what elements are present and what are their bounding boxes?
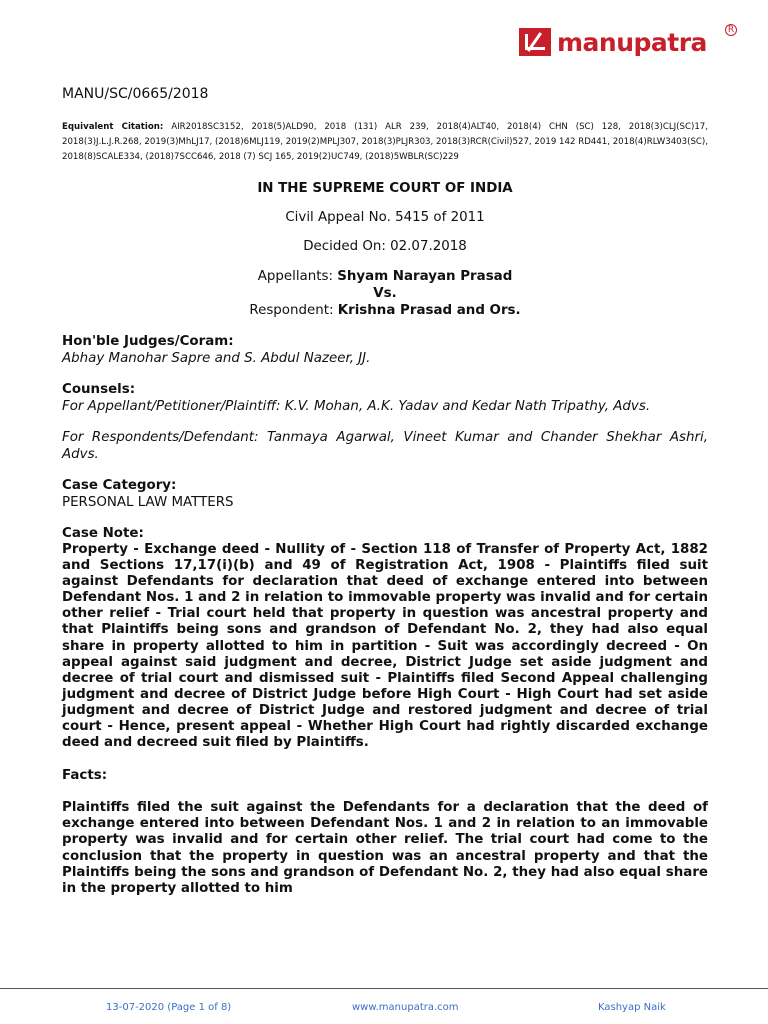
counsels-title: Counsels: bbox=[62, 382, 136, 397]
counsel-appellant bbox=[62, 398, 708, 415]
facts-text: Plaintiffs filed the suit against the Defendants for a declaration that the deed of exchange entered into between Defendant Nos. 1 and 2 in relation to an immovable property was invalid and for certain other relief. The trial court had come to the conclusion that the property in question was an ancestral property and that the Plaintiffs being the sons and grandson of Defendant No. 2, they had also equal share in the property allotted to him bbox=[62, 800, 708, 896]
parties bbox=[62, 268, 708, 319]
document-body bbox=[62, 86, 708, 897]
facts-title: Facts: bbox=[62, 768, 108, 784]
appeal-number: Civil Appeal No. 5415 of 2011 bbox=[285, 210, 485, 225]
equivalent-citation bbox=[62, 120, 708, 165]
registered-mark-icon: R bbox=[725, 24, 737, 36]
decided-date: Decided On: 02.07.2018 bbox=[303, 239, 467, 254]
manupatra-logo-icon bbox=[519, 28, 551, 56]
category-value: PERSONAL LAW MATTERS bbox=[62, 495, 234, 510]
appellants-label: Appellants: bbox=[257, 269, 333, 284]
manu-id: MANU/SC/0665/2018 bbox=[62, 86, 209, 102]
counsel-respondent-block bbox=[62, 429, 708, 463]
category-title: Case Category: bbox=[62, 478, 177, 493]
judges-section bbox=[62, 333, 708, 367]
footer-divider bbox=[0, 988, 768, 989]
counsel-respondent-label: For Respondents/Defendant: bbox=[62, 430, 259, 445]
counsel-appellant-names: K.V. Mohan, A.K. Yadav and Kedar Nath Tripathy, Advs. bbox=[284, 399, 651, 414]
respondent-line bbox=[62, 302, 708, 319]
judges-title: Hon'ble Judges/Coram: bbox=[62, 334, 234, 349]
respondent-label: Respondent: bbox=[249, 303, 334, 318]
manupatra-logo bbox=[519, 24, 739, 60]
equivalent-citation-label: Equivalent Citation: bbox=[62, 122, 164, 132]
case-note-text: Property - Exchange deed - Nullity of - Section 118 of Transfer of Property Act, 1882 and Sections 17,17(i)(b) and 49 of Registration Act, 1908 - Plaintiffs filed suit against Defendants for declaration that deed of exchange entered into between Defendant Nos. 1 and 2 in relation to immovable property was invalid and for certain other relief - Trial court held that property in question was ancestral property and that Plaintiffs being sons and grandson of Defendant No. 2, they had also equal share in property allotted to him in partition - Suit was accordingly decreed - On appeal against said judgment and decree, District Judge set aside judgment and decree of trial court and dismissed suit - Plaintiffs filed Second Appeal challenging judgment and decree of District Judge before High Court - High Court had set aside judgment and decree of District Judge and restored judgment and decree of trial court - Hence, present appeal - Whether High Court had rightly discarded exchange deed and decreed suit filed by Plaintiffs. bbox=[62, 542, 708, 751]
logo-text: manupatra bbox=[557, 27, 707, 57]
counsel-respondent-names: Tanmaya Agarwal, Vineet Kumar and Chander Shekhar Ashri, Advs. bbox=[62, 430, 708, 462]
case-note-title: Case Note: bbox=[62, 526, 144, 541]
category-section bbox=[62, 477, 708, 511]
footer-user: Kashyap Naik bbox=[598, 1002, 666, 1013]
case-note-section bbox=[62, 525, 708, 751]
facts-title-block bbox=[62, 767, 708, 784]
counsel-respondent bbox=[62, 429, 708, 463]
appellants-line bbox=[62, 268, 708, 285]
equivalent-citation-text: AIR2018SC3152, 2018(5)ALD90, 2018 (131) ALR 239, 2018(4)ALT40, 2018(4) CHN (SC) 128, 2018(3)CLJ(SC)17, 2018(3)J.L.J.R.268, 2019(3)MhLJ17, (2018)6MLJ119, 2019(2)MPLJ307, 2018(3)PLJR303, 2018(3)RCR(Civil)527, 2019 142 RD441, 2018(4)RLW3403(SC), 2018(8)SCALE334, (2018)7SCC646, 2018 (7) SCJ 165, 2019(2)UC749, (2018)5WBLR(SC)229 bbox=[62, 122, 709, 162]
respondent-name: Krishna Prasad and Ors. bbox=[337, 303, 521, 318]
counsels-section bbox=[62, 381, 708, 415]
versus: Vs. bbox=[373, 286, 397, 301]
judges-names: Abhay Manohar Sapre and S. Abdul Nazeer, JJ. bbox=[62, 351, 371, 366]
counsel-appellant-label: For Appellant/Petitioner/Plaintiff: bbox=[62, 399, 281, 414]
appellants-name: Shyam Narayan Prasad bbox=[337, 269, 513, 284]
footer-site-link[interactable]: www.manupatra.com bbox=[352, 1002, 459, 1013]
court-name: IN THE SUPREME COURT OF INDIA bbox=[257, 181, 513, 196]
footer-date-page: 13-07-2020 (Page 1 of 8) bbox=[106, 1002, 232, 1013]
